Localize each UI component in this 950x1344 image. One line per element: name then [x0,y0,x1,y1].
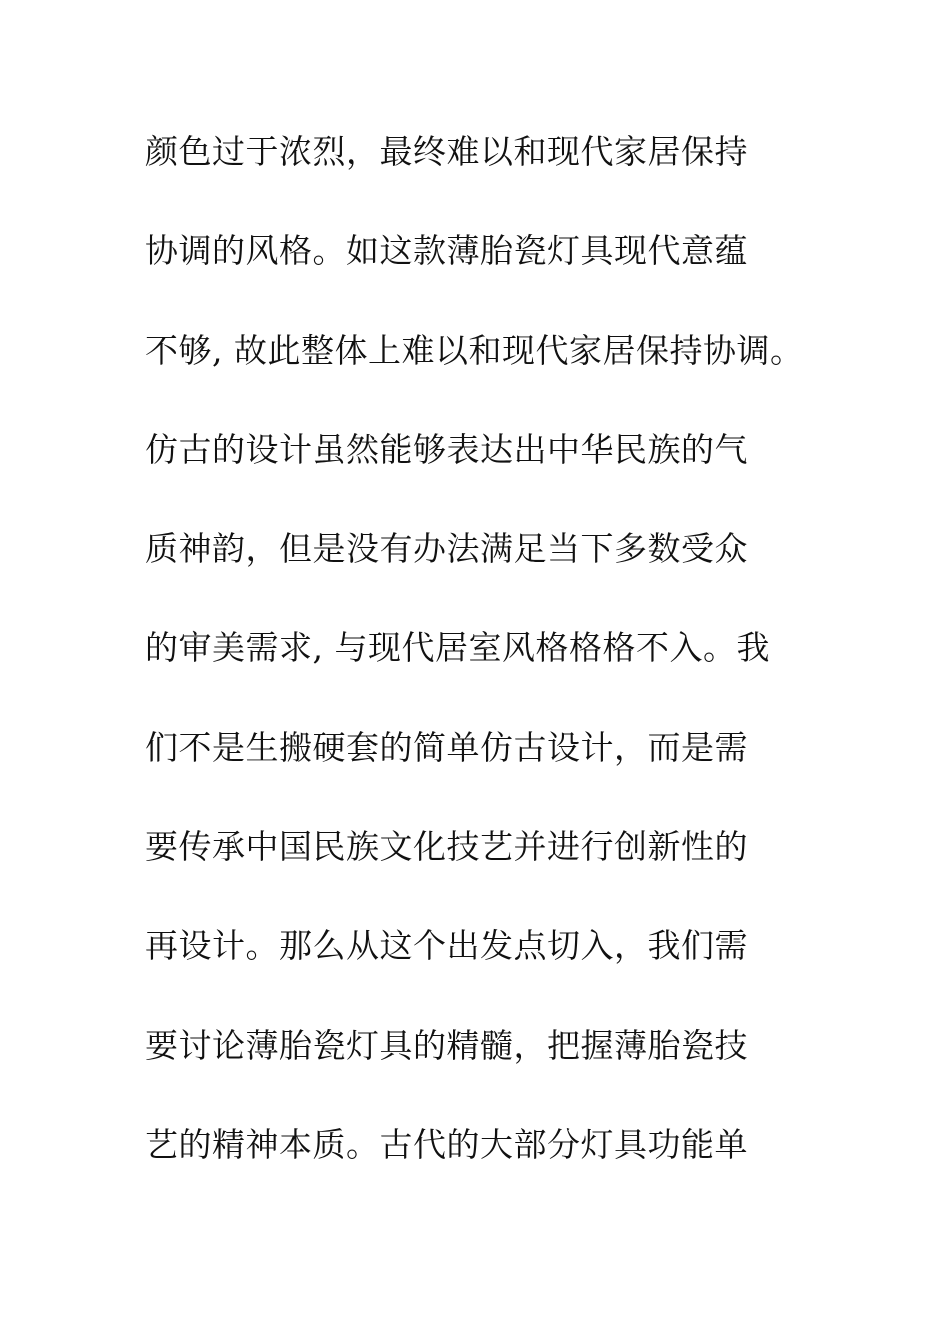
text-line-5: 质神韵，但是没有办法满足当下多数受众 [145,529,748,569]
text-line-10: 要讨论薄胎瓷灯具的精髓，把握薄胎瓷技 [145,1025,748,1065]
text-line-11: 艺的精神本质。古代的大部分灯具功能单 [145,1124,748,1164]
text-line-9: 再设计。那么从这个出发点切入，我们需 [145,926,748,966]
text-line-3: 不够, 故此整体上难以和现代家居保持协调。 [145,330,804,370]
body-text [145,122,845,1214]
text-line-8: 要传承中国民族文化技艺并进行创新性的 [145,827,748,867]
text-line-4: 仿古的设计虽然能够表达出中华民族的气 [145,429,748,469]
text-line-2: 协调的风格。如这款薄胎瓷灯具现代意蕴 [145,231,748,271]
text-line-1: 颜色过于浓烈，最终难以和现代家居保持 [145,132,748,171]
text-line-7: 们不是生搬硬套的简单仿古设计，而是需 [145,727,748,767]
text-line-6: 的审美需求, 与现代居室风格格格不入。我 [145,628,770,668]
